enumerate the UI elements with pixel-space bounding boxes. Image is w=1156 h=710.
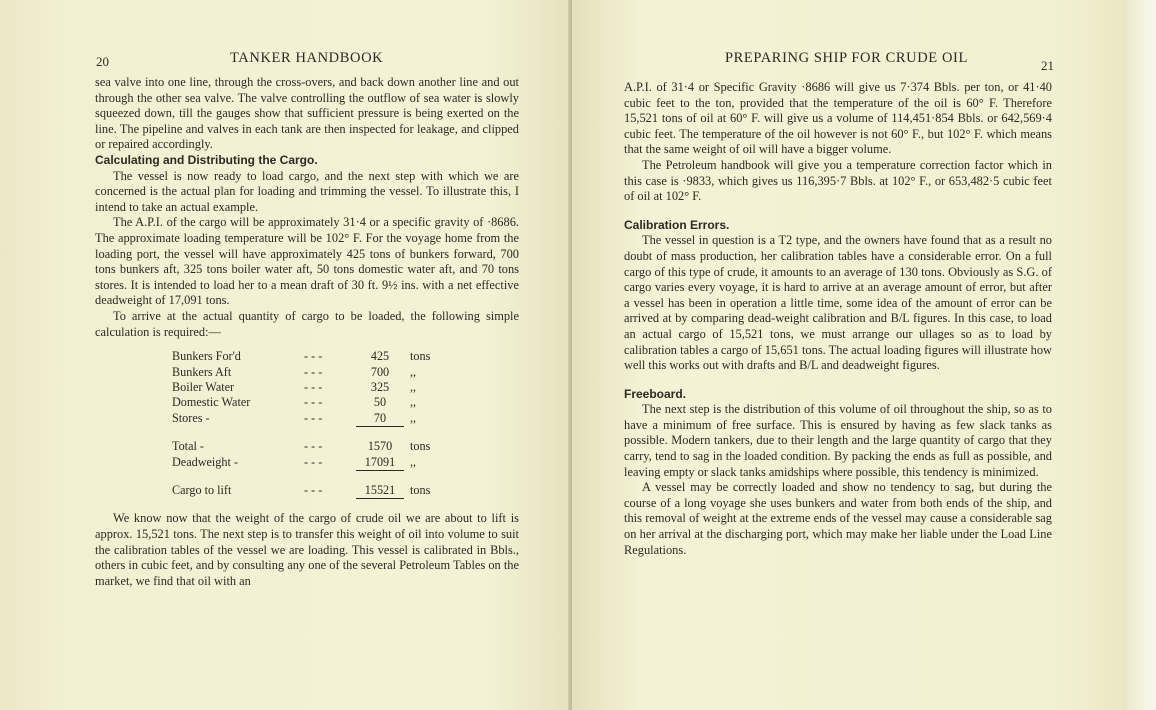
row-label: Cargo to lift: [172, 483, 232, 498]
table-row: [172, 365, 430, 380]
paragraph: A.P.I. of 31·4 or Specific Gravity ·8686 will give us 7·374 Bbls. per ton, or 41·40 cubic feet to the ton, provided that the temperature of the oil is 60° F. Therefore 15,521 tons of oil at 60° F. will give us a volume of 114,451·854 Bbls. or 642,569·4 cubic feet. The temperature of the oil however is not 60° F., but 102° F. which means that the same weight of oil will have a bigger volume.: [624, 80, 1052, 157]
row-label: Bunkers Aft: [172, 364, 232, 379]
page-edge: [1124, 0, 1156, 710]
table-row: [172, 411, 430, 427]
section-heading: Calibration Errors.: [624, 217, 730, 232]
paragraph: The A.P.I. of the cargo will be approximately 31·4 or a specific gravity of ·8686. The approximate loading temperature will be 102° F. For the voyage home from the loading port, the vessel will have approximately 425 tons of bunkers forward, 700 tons bunkers aft, 325 tons boiler water aft, 50 tons domestic water aft, and 70 tons stores. It is intended to load her to a mean draft of 30 ft. 9½ ins. with a net effective deadweight of 17,091 tons.: [95, 215, 519, 308]
row-label: Boiler Water: [172, 379, 235, 394]
section-heading: Calculating and Distributing the Cargo.: [95, 152, 318, 167]
table-row: [172, 395, 430, 410]
paragraph: The next step is the distribution of this volume of oil throughout the ship, so as to have a minimum of free surface. This is ensured by having as few slack tanks as possible. Modern tankers, due to their length and the large quantity of cargo that they carry, tend to sag in the loaded condition. By packing the ends as full as possible, and leaving empty or slack tanks amidships where possible, this tendency is minimized.: [624, 402, 1052, 479]
row-value: 425: [370, 349, 390, 364]
leader-dots: - - -: [304, 379, 323, 394]
row-unit: ,,: [410, 454, 417, 469]
paragraph: The vessel in question is a T2 type, and the owners have found that as a result no doubt of mass production, her calibration tables have a considerable error. On a full cargo of this type of crude, it amounts to an average of 130 tons. Obviously as S.G. of cargo varies every voyage, it is hard to arrive at an average amount of error, but after a vessel has been in operation a little time, some idea of the amount of error can be arrived at by comparing dead-weight calibration and B/L figures. In this case, to load an actual cargo of 15,521 tons, we must arrange our ullages so as to load by calibration tables a cargo of 15,651 tons. The actual loading figures will illustrate how well this works out with drafts and B/L and deadweight figures.: [624, 233, 1052, 373]
table-row: [172, 380, 430, 395]
leader-dots: - - -: [304, 364, 323, 379]
row-label: Domestic Water: [172, 395, 251, 410]
leader-dots: - - -: [304, 410, 323, 425]
paragraph: A vessel may be correctly loaded and show no tendency to sag, but during the course of a long voyage she uses bunkers and water from both ends of the ship, and this removal of weight at the extreme ends of the vessel may cause a considerable sag on her arrival at the discharging port, which may make her liable under the Load Line Regulations.: [624, 480, 1052, 557]
page-number: 21: [1041, 58, 1054, 73]
leader-dots: - - -: [304, 483, 323, 498]
right-body: [624, 80, 1052, 558]
leader-dots: - - -: [304, 349, 323, 364]
leader-dots: - - -: [304, 454, 323, 469]
row-value: 17091: [356, 455, 404, 471]
cargo-row: [172, 483, 430, 499]
right-page: [572, 0, 1124, 710]
paragraph: The Petroleum handbook will give you a temperature correction factor which in this case is ·9833, which gives us 116,395·7 Bbls. at 102° F., or 653,482·5 cubic feet of oil at 102° F.: [624, 157, 1052, 204]
row-label: Stores -: [172, 410, 210, 425]
row-value: 50: [373, 395, 387, 410]
page-number: 20: [96, 54, 109, 69]
row-unit: ,,: [410, 410, 417, 425]
row-label: Deadweight -: [172, 454, 238, 469]
row-value: 1570: [367, 439, 393, 454]
paragraph: To arrive at the actual quantity of cargo to be loaded, the following simple calculation is required:—: [95, 308, 519, 339]
section-heading: Freeboard.: [624, 386, 687, 401]
total-row: [172, 439, 430, 454]
row-label: Bunkers For'd: [172, 349, 241, 364]
left-body: [95, 75, 519, 589]
table-row: [172, 349, 430, 364]
left-page: [0, 0, 572, 710]
row-unit: ,,: [410, 364, 417, 379]
paragraph: The vessel is now ready to load cargo, and the next step with which we are concerned is the actual plan for loading and trimming the vessel. To illustrate this, I intend to take an actual example.: [95, 168, 519, 214]
paragraph: sea valve into one line, through the cross-overs, and back down another line and out through the other sea valve. The valve controlling the outflow of sea water is slowly squeezed down, till the gauges show that sufficient pressure is being exerted on the line. The pipeline and valves in each tank are then inspected for leakage, and clipped or repaired accordingly.: [95, 75, 519, 152]
row-value: 325: [370, 379, 390, 394]
running-head: PREPARING SHIP FOR CRUDE OIL: [725, 50, 968, 66]
row-unit: tons: [410, 349, 431, 364]
row-unit: ,,: [410, 395, 417, 410]
leader-dots: - - -: [304, 395, 323, 410]
row-label: Total -: [172, 439, 204, 454]
row-value: 700: [370, 364, 390, 379]
row-unit: ,,: [410, 379, 417, 394]
deadweight-row: [172, 455, 430, 471]
row-unit: tons: [410, 483, 431, 498]
paragraph: We know now that the weight of the cargo of crude oil we are about to lift is approx. 15,521 tons. The next step is to transfer this weight of oil into volume to suit the calibration tables of the vessel we are loading. This vessel is calibrated in Bbls., others in cubic feet, and by consulting any one of the several Petroleum Tables on the market, we find that oil with an: [95, 511, 519, 588]
row-value: 70: [356, 411, 404, 427]
cargo-calculation-table: [172, 349, 430, 499]
running-head: TANKER HANDBOOK: [230, 50, 384, 66]
leader-dots: - - -: [304, 439, 323, 454]
row-value: 15521: [356, 483, 404, 499]
row-unit: tons: [410, 439, 431, 454]
